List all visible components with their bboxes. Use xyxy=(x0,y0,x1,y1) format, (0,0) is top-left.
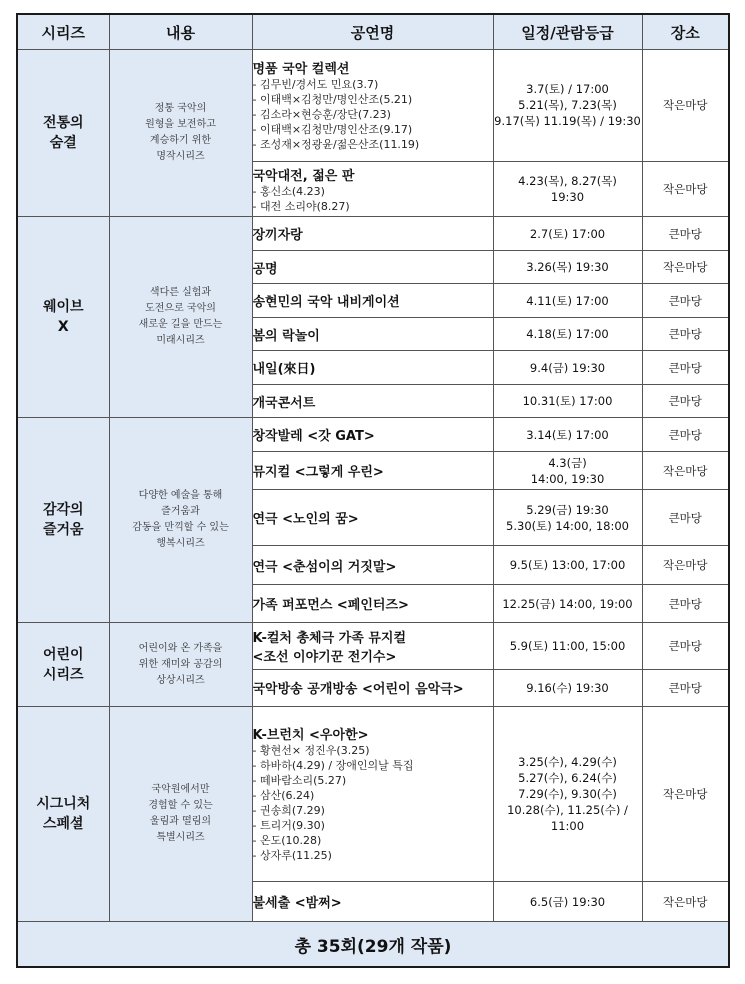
schedule-line: 6.5(금) 19:30 xyxy=(529,894,606,909)
show-schedule xyxy=(493,584,642,623)
series-description xyxy=(109,418,252,623)
show-title: <조선 이야기꾼 전기수> xyxy=(252,650,397,666)
schedule-line: 4.3(금) xyxy=(548,455,587,470)
show-title-cell xyxy=(252,250,493,283)
description-line: 어린이와 온 가족을 xyxy=(138,642,223,654)
series-name: 전통의 xyxy=(42,115,84,132)
show-schedule xyxy=(493,317,642,350)
show-venue: 큰마당 xyxy=(642,351,729,384)
schedule-line: 12.25(금) 14:00, 19:00 xyxy=(502,596,633,611)
schedule-line: 19:30 xyxy=(550,190,585,205)
schedule-line: 10.28(수), 11.25(수) / xyxy=(507,802,628,817)
show-subitem: - 트리거(9.30) xyxy=(252,819,325,833)
schedule-line: 3.14(토) 17:00 xyxy=(526,427,609,442)
series-name: 웨이브 xyxy=(42,299,84,316)
show-venue: 큰마당 xyxy=(642,284,729,317)
show-venue: 큰마당 xyxy=(642,490,729,546)
show-schedule xyxy=(493,670,642,707)
header-content: 내용 xyxy=(109,14,252,50)
schedule-line: 5.30(토) 14:00, 18:00 xyxy=(506,518,629,533)
show-venue: 작은마당 xyxy=(642,250,729,283)
header-schedule: 일정/관람등급 xyxy=(493,14,642,50)
show-subitem: - 삼산(6.24) xyxy=(252,789,315,803)
show-title: 연극 <노인의 꿈> xyxy=(252,512,359,528)
show-title: 공명 xyxy=(252,261,278,277)
series-cell xyxy=(17,623,109,706)
show-title-cell xyxy=(252,317,493,350)
description-line: 울림과 떨림의 xyxy=(149,815,212,827)
show-title: 내일(來日) xyxy=(252,362,316,378)
show-venue: 작은마당 xyxy=(642,882,729,922)
show-schedule xyxy=(493,250,642,283)
description-line: 새로운 길을 만드는 xyxy=(138,319,223,331)
show-title: 뮤지컬 <그렇게 우린> xyxy=(252,465,384,481)
show-subitem: - 하바하(4.29) / 장애인의날 특집 xyxy=(252,759,414,773)
schedule-body xyxy=(17,50,729,922)
show-title: 송현민의 국악 내비게이션 xyxy=(252,295,400,311)
schedule-line: 14:00, 19:30 xyxy=(530,471,605,486)
show-schedule xyxy=(493,384,642,417)
show-title-cell xyxy=(252,670,493,707)
show-schedule xyxy=(493,50,642,162)
schedule-line: 5.27(수), 6.24(수) xyxy=(518,770,617,785)
show-venue: 작은마당 xyxy=(642,451,729,490)
show-venue: 작은마당 xyxy=(642,161,729,217)
show-subitem: - 이태백×김청만/명인산조(9.17) xyxy=(252,123,413,137)
schedule-line: 5.21(목), 7.23(목) xyxy=(518,98,617,113)
show-title: 봄의 락놀이 xyxy=(252,328,320,344)
show-subitem: - 이태백×김청만/명인산조(5.21) xyxy=(252,93,413,107)
schedule-table xyxy=(16,13,730,968)
schedule-line: 11:00 xyxy=(550,818,585,833)
show-schedule xyxy=(493,284,642,317)
show-title-cell xyxy=(252,584,493,623)
show-title-cell xyxy=(252,50,493,162)
schedule-line: 9.5(토) 13:00, 17:00 xyxy=(509,558,626,573)
schedule-line: 2.7(토) 17:00 xyxy=(529,226,606,241)
show-venue: 큰마당 xyxy=(642,584,729,623)
schedule-line: 7.29(수), 9.30(수) xyxy=(518,786,617,801)
show-row xyxy=(17,418,729,451)
series-name: 감각의 xyxy=(42,502,84,519)
show-schedule xyxy=(493,217,642,250)
show-title-cell xyxy=(252,451,493,490)
description-line: 다양한 예술을 통해 xyxy=(138,490,223,502)
show-title: 개국콘서트 xyxy=(252,395,316,411)
description-line: 행복시리즈 xyxy=(156,538,205,550)
show-title-cell xyxy=(252,384,493,417)
show-subitem: - 떼바람소리(5.27) xyxy=(252,774,347,788)
header-series: 시리즈 xyxy=(17,14,109,50)
show-title: 가족 퍼포먼스 <페인터즈> xyxy=(252,598,409,614)
show-subitem: - 조성재×정광윤/젊은산조(11.19) xyxy=(252,138,420,152)
show-title-cell xyxy=(252,161,493,217)
series-name: 시리즈 xyxy=(42,666,84,683)
show-title-cell xyxy=(252,217,493,250)
show-row xyxy=(17,217,729,250)
series-description xyxy=(109,217,252,418)
show-subitem: - 김무빈/경서도 민요(3.7) xyxy=(252,78,379,92)
show-venue: 작은마당 xyxy=(642,706,729,882)
series-name: 즐거움 xyxy=(42,522,84,539)
show-title: 불세출 <밤쩌> xyxy=(252,896,342,912)
schedule-line: 10.31(토) 17:00 xyxy=(522,394,613,409)
description-line: 도전으로 국악의 xyxy=(145,303,216,315)
series-name: 어린이 xyxy=(42,646,84,663)
show-venue: 큰마당 xyxy=(642,623,729,670)
description-line: 정통 국악의 xyxy=(154,103,207,115)
show-schedule xyxy=(493,546,642,585)
series-description xyxy=(109,623,252,706)
show-title-cell xyxy=(252,882,493,922)
show-title: 장끼자랑 xyxy=(252,228,303,244)
show-title-cell xyxy=(252,623,493,670)
show-title: 국악대전, 젊은 판 xyxy=(252,168,355,184)
show-title: 창작발레 <갓 GAT> xyxy=(252,429,375,445)
description-line: 명작시리즈 xyxy=(156,151,205,163)
schedule-line: 4.18(토) 17:00 xyxy=(526,327,609,342)
series-cell xyxy=(17,50,109,217)
show-venue: 큰마당 xyxy=(642,384,729,417)
description-line: 상상시리즈 xyxy=(156,674,205,686)
description-line: 계승하기 위한 xyxy=(149,135,212,147)
schedule-line: 3.7(토) / 17:00 xyxy=(526,82,609,97)
show-schedule xyxy=(493,451,642,490)
show-title-cell xyxy=(252,706,493,882)
show-venue: 큰마당 xyxy=(642,317,729,350)
show-schedule xyxy=(493,882,642,922)
description-line: 즐거움과 xyxy=(161,506,200,518)
show-title: 국악방송 공개방송 <어린이 음악극> xyxy=(252,682,464,698)
show-venue: 큰마당 xyxy=(642,670,729,707)
show-title-cell xyxy=(252,351,493,384)
description-line: 미래시리즈 xyxy=(156,335,205,347)
series-cell xyxy=(17,217,109,418)
show-schedule xyxy=(493,490,642,546)
show-subitem: - 김소라×현승훈/장단(7.23) xyxy=(252,108,391,122)
show-subitem: - 권송희(7.29) xyxy=(252,804,325,818)
show-title: 연극 <춘섬이의 거짓말> xyxy=(252,559,397,575)
show-subitem: - 상자루(11.25) xyxy=(252,849,332,863)
series-description xyxy=(109,706,252,921)
schedule-line: 9.17(목) 11.19(목) / 19:30 xyxy=(494,114,641,129)
total-summary: 총 35회(29개 작품) xyxy=(17,922,729,968)
show-title-cell xyxy=(252,418,493,451)
show-row xyxy=(17,706,729,882)
series-name: 스페셜 xyxy=(42,815,84,832)
description-line: 국악원에서만 xyxy=(151,783,210,795)
schedule-line: 4.23(목), 8.27(목) xyxy=(518,174,617,189)
show-schedule xyxy=(493,623,642,670)
schedule-line: 3.26(목) 19:30 xyxy=(526,260,609,275)
show-venue: 작은마당 xyxy=(642,546,729,585)
show-venue: 작은마당 xyxy=(642,50,729,162)
schedule-line: 5.9(토) 11:00, 15:00 xyxy=(509,639,626,654)
header-row xyxy=(17,14,729,50)
show-subitem: - 온도(10.28) xyxy=(252,834,322,848)
show-subitem: - 황현선× 정진우(3.25) xyxy=(252,744,370,758)
show-subitem: - 홍신소(4.23) xyxy=(252,184,325,198)
show-title: 명품 국악 컬렉션 xyxy=(252,62,350,78)
show-title: K-브런치 <우아한> xyxy=(252,728,369,744)
description-line: 위한 재미와 공감의 xyxy=(138,658,223,670)
schedule-line: 3.25(수), 4.29(수) xyxy=(518,754,617,769)
series-cell xyxy=(17,706,109,921)
series-name: 시그니처 xyxy=(36,795,91,812)
series-name: X xyxy=(57,319,69,336)
total-row xyxy=(17,922,729,968)
show-schedule xyxy=(493,706,642,882)
show-title-cell xyxy=(252,546,493,585)
header-title: 공연명 xyxy=(252,14,493,50)
show-schedule xyxy=(493,418,642,451)
description-line: 경험할 수 있는 xyxy=(148,799,213,811)
description-line: 감동을 만끽할 수 있는 xyxy=(132,522,229,534)
description-line: 특별시리즈 xyxy=(156,831,205,843)
show-title-cell xyxy=(252,284,493,317)
show-subitem: - 대전 소리야(8.27) xyxy=(252,199,350,213)
show-title-cell xyxy=(252,490,493,546)
series-description xyxy=(109,50,252,217)
schedule-line: 9.4(금) 19:30 xyxy=(529,360,606,375)
show-schedule xyxy=(493,351,642,384)
description-line: 색다른 실험과 xyxy=(149,287,212,299)
show-venue: 큰마당 xyxy=(642,217,729,250)
show-title: K-컬처 총체극 가족 뮤지컬 xyxy=(252,631,406,647)
series-cell xyxy=(17,418,109,623)
show-row xyxy=(17,50,729,162)
schedule-line: 4.11(토) 17:00 xyxy=(526,293,609,308)
description-line: 원형을 보전하고 xyxy=(145,119,216,131)
header-venue: 장소 xyxy=(642,14,729,50)
show-row xyxy=(17,623,729,670)
schedule-line: 9.16(수) 19:30 xyxy=(526,680,609,695)
show-schedule xyxy=(493,161,642,217)
series-name: 숨결 xyxy=(49,135,77,152)
show-venue: 큰마당 xyxy=(642,418,729,451)
schedule-line: 5.29(금) 19:30 xyxy=(526,502,609,517)
